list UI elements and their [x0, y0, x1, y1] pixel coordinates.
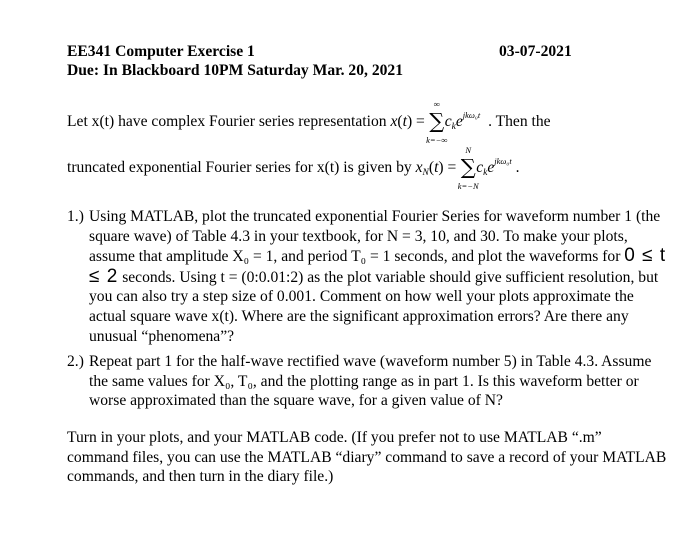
item-number: 1.): [67, 208, 84, 225]
list-item: [67, 207, 667, 346]
due-line: Due: In Blackboard 10PM Saturday Mar. 20, 2021: [67, 62, 404, 79]
fourier-series-equation: x(t) = ∞ ∑ k=−∞ $c_ke^{jk\omega_0t}$: [390, 99, 481, 145]
document-date: 03-07-2021: [499, 43, 572, 60]
summation-symbol: N ∑ k=−N: [457, 145, 479, 191]
time-range-inequality: 0 ≤ t ≤ 2: [89, 245, 667, 287]
item-1-text-b: seconds. Using t = (0:0.01:2) as the plot variable should give sufficient resolution, but you can also try a step size of 0.001. Comment on how well your plots approximate the actual square wave x(t). Where are the significant approximation errors? Are there any unusual “phenomena”?: [89, 268, 659, 345]
intro-line-1-text: Let x(t) have complex Fourier series representation: [67, 113, 387, 130]
intro-line-1-tail: . Then the: [488, 113, 551, 130]
intro-line-2: [67, 145, 520, 191]
closing-paragraph: Turn in your plots, and your MATLAB code. (If you prefer not to use MATLAB “.m” command files, you can use the MATLAB “diary” command to save a record of your MATLAB commands, and then turn in the diary file.): [67, 429, 667, 486]
item-1-text-a: Using MATLAB, plot the truncated exponential Fourier Series for waveform number 1 (the square wave) of Table 4.3 in your textbook, for N = 3, 10, and 30. To make your plots, assume that amplitude X₀ = 1, and period T₀ = 1 seconds, and plot the waveforms for: [89, 208, 661, 266]
intro-line-1: [67, 99, 551, 145]
item-number: 2.): [67, 353, 84, 370]
item-body: [89, 207, 667, 346]
list-item: [67, 352, 667, 411]
intro-line-2-tail: .: [515, 159, 520, 176]
truncated-series-equation: $x_N(t)$ = N ∑ k=−N $c_ke^{jk\omega_0t}$: [415, 145, 512, 191]
intro-line-2-text: truncated exponential Fourier series for x(t) is given by: [67, 159, 412, 176]
item-body: Repeat part 1 for the half-wave rectified wave (waveform number 5) in Table 4.3. Assume the same values for X₀, T₀, and the plotting range as in part 1. Is this waveform better or worse approximated than the square wave, for a given value of N?: [89, 353, 652, 410]
document-title: EE341 Computer Exercise 1: [67, 43, 255, 60]
summation-symbol: ∞ ∑ k=−∞: [426, 99, 448, 145]
